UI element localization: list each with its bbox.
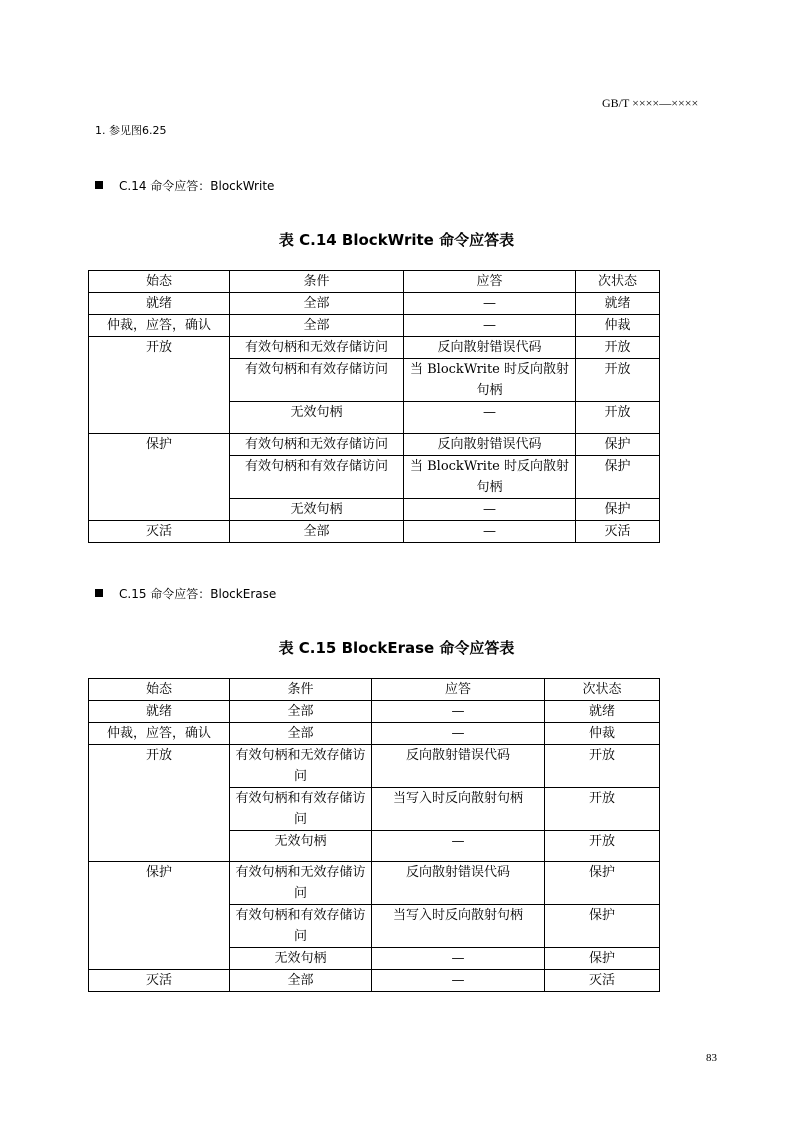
response-cell: 当写入时反向散射句柄 <box>372 788 545 831</box>
response-cell: — <box>372 723 545 745</box>
response-cell: 反向散射错误代码 <box>404 434 576 456</box>
header-cell: 应答 <box>372 679 545 701</box>
state-cell: 仲裁，应答，确认 <box>89 315 230 337</box>
table-row <box>89 315 660 337</box>
response-cell: — <box>404 315 576 337</box>
next-state-cell: 灭活 <box>576 521 660 543</box>
table-row <box>89 745 660 788</box>
page-number: 83 <box>706 1052 717 1064</box>
next-state-cell: 仲裁 <box>545 723 660 745</box>
table-title: 表 C.14 BlockWrite 命令应答表 <box>278 231 515 249</box>
table-row <box>89 862 660 905</box>
response-cell: 当 BlockWrite 时反向散射句柄 <box>404 456 576 499</box>
response-cell: 反向散射错误代码 <box>404 337 576 359</box>
response-cell: — <box>404 293 576 315</box>
table-row <box>89 521 660 543</box>
condition-cell: 无效句柄 <box>230 948 372 970</box>
table-row <box>89 970 660 992</box>
response-cell: 当 BlockWrite 时反向散射句柄 <box>404 359 576 402</box>
condition-cell: 全部 <box>230 970 372 992</box>
response-cell: — <box>404 499 576 521</box>
table-row <box>89 701 660 723</box>
response-cell: — <box>372 831 545 862</box>
response-cell: — <box>372 948 545 970</box>
header-cell: 始态 <box>89 271 230 293</box>
response-cell: — <box>404 402 576 434</box>
table-row <box>89 434 660 456</box>
response-cell: — <box>372 970 545 992</box>
response-cell: 当写入时反向散射句柄 <box>372 905 545 948</box>
next-state-cell: 灭活 <box>545 970 660 992</box>
response-cell: 反向散射错误代码 <box>372 862 545 905</box>
table-title: 表 C.15 BlockErase 命令应答表 <box>278 639 515 657</box>
reference-note: 1. 参见图6.25 <box>95 124 167 137</box>
section-heading-text: C.15 命令应答：BlockErase <box>119 587 277 601</box>
next-state-cell: 就绪 <box>545 701 660 723</box>
next-state-cell: 开放 <box>576 402 660 434</box>
response-cell: 反向散射错误代码 <box>372 745 545 788</box>
condition-cell: 有效句柄和有效存储访问 <box>230 359 404 402</box>
condition-cell: 无效句柄 <box>230 402 404 434</box>
bullet-square-icon <box>95 181 103 189</box>
header-cell: 次状态 <box>576 271 660 293</box>
next-state-cell: 开放 <box>576 359 660 402</box>
state-cell: 就绪 <box>89 293 230 315</box>
table-header-row <box>89 271 660 293</box>
next-state-cell: 保护 <box>576 499 660 521</box>
condition-cell: 有效句柄和无效存储访问 <box>230 862 372 905</box>
section-heading-c14 <box>95 177 274 194</box>
state-cell: 灭活 <box>89 521 230 543</box>
condition-cell: 有效句柄和无效存储访问 <box>230 337 404 359</box>
condition-cell: 无效句柄 <box>230 831 372 862</box>
condition-cell: 无效句柄 <box>230 499 404 521</box>
next-state-cell: 开放 <box>545 831 660 862</box>
section-heading-text: C.14 命令应答：BlockWrite <box>119 179 275 193</box>
state-cell: 保护 <box>89 434 230 521</box>
blockerase-response-table <box>88 678 660 992</box>
next-state-cell: 就绪 <box>576 293 660 315</box>
state-cell: 保护 <box>89 862 230 970</box>
condition-cell: 有效句柄和无效存储访问 <box>230 434 404 456</box>
next-state-cell: 保护 <box>545 948 660 970</box>
condition-cell: 有效句柄和无效存储访问 <box>230 745 372 788</box>
next-state-cell: 开放 <box>576 337 660 359</box>
state-cell: 仲裁，应答，确认 <box>89 723 230 745</box>
state-cell: 就绪 <box>89 701 230 723</box>
condition-cell: 全部 <box>230 723 372 745</box>
condition-cell: 全部 <box>230 521 404 543</box>
response-cell: — <box>404 521 576 543</box>
table-row <box>89 337 660 359</box>
next-state-cell: 仲裁 <box>576 315 660 337</box>
state-cell: 开放 <box>89 337 230 434</box>
state-cell: 灭活 <box>89 970 230 992</box>
condition-cell: 有效句柄和有效存储访问 <box>230 456 404 499</box>
document-code: GB/T ××××—×××× <box>602 96 699 110</box>
next-state-cell: 开放 <box>545 788 660 831</box>
header-cell: 条件 <box>230 679 372 701</box>
condition-cell: 全部 <box>230 315 404 337</box>
next-state-cell: 保护 <box>545 905 660 948</box>
table-row <box>89 723 660 745</box>
condition-cell: 有效句柄和有效存储访问 <box>230 788 372 831</box>
header-cell: 次状态 <box>545 679 660 701</box>
next-state-cell: 保护 <box>545 862 660 905</box>
next-state-cell: 开放 <box>545 745 660 788</box>
header-cell: 应答 <box>404 271 576 293</box>
condition-cell: 全部 <box>230 701 372 723</box>
blockwrite-response-table <box>88 270 660 543</box>
table-header-row <box>89 679 660 701</box>
bullet-square-icon <box>95 589 103 597</box>
header-cell: 始态 <box>89 679 230 701</box>
section-heading-c15 <box>95 585 276 602</box>
condition-cell: 全部 <box>230 293 404 315</box>
header-cell: 条件 <box>230 271 404 293</box>
response-cell: — <box>372 701 545 723</box>
condition-cell: 有效句柄和有效存储访问 <box>230 905 372 948</box>
next-state-cell: 保护 <box>576 456 660 499</box>
state-cell: 开放 <box>89 745 230 862</box>
next-state-cell: 保护 <box>576 434 660 456</box>
table-row <box>89 293 660 315</box>
